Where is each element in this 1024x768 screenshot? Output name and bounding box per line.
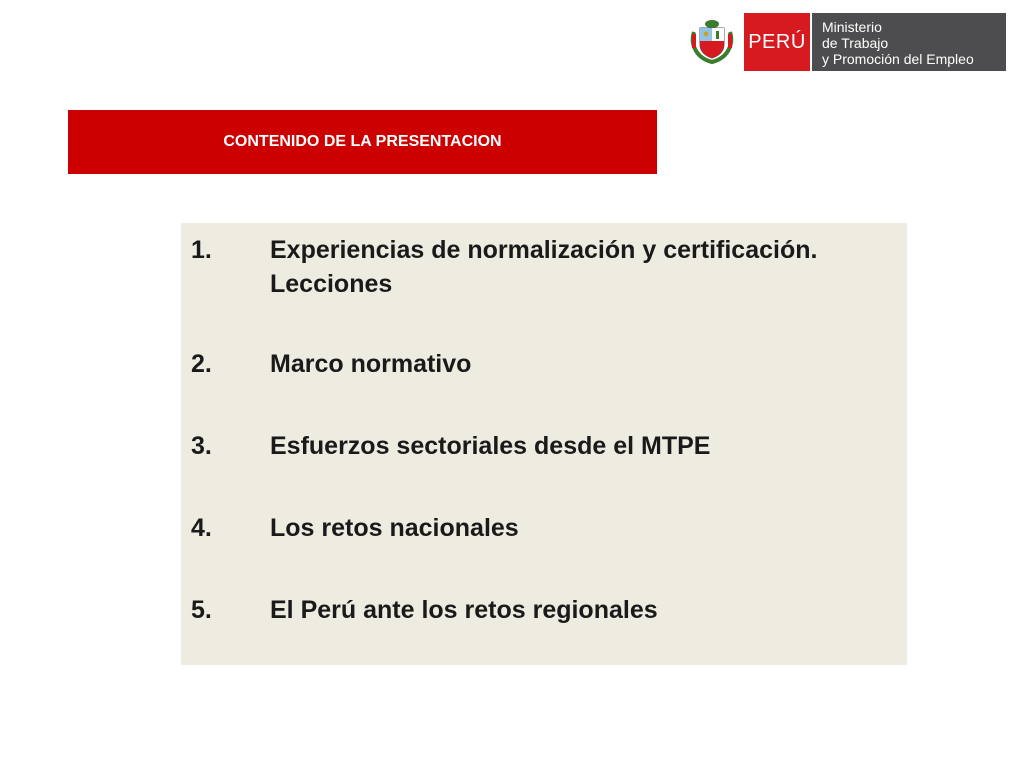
section-title-banner [68, 110, 657, 174]
contents-list [181, 223, 907, 665]
item-text: Experiencias de normalización y certificación. Lecciones [270, 236, 818, 298]
ministry-line-1: Ministerio [822, 19, 882, 35]
coat-of-arms-icon [688, 18, 736, 66]
list-item [181, 233, 907, 301]
ministry-name [812, 13, 1006, 71]
ministry-logo [688, 12, 1006, 72]
item-text: Los retos nacionales [270, 514, 519, 542]
item-text: Marco normativo [270, 350, 472, 378]
item-number: 1. [191, 236, 212, 264]
peru-label: PERÚ [744, 13, 810, 71]
ministry-line-3: y Promoción del Empleo [822, 51, 974, 67]
item-text: Esfuerzos sectoriales desde el MTPE [270, 432, 711, 460]
item-number: 2. [191, 350, 212, 378]
section-title: CONTENIDO DE LA PRESENTACION [223, 133, 502, 150]
item-number: 5. [191, 596, 212, 624]
item-number: 4. [191, 514, 212, 542]
list-item [181, 511, 907, 545]
item-number: 3. [191, 432, 212, 460]
item-text: El Perú ante los retos regionales [270, 596, 658, 624]
list-item [181, 347, 907, 381]
list-item [181, 593, 907, 627]
list-item [181, 429, 907, 463]
ministry-line-2: de Trabajo [822, 35, 889, 51]
